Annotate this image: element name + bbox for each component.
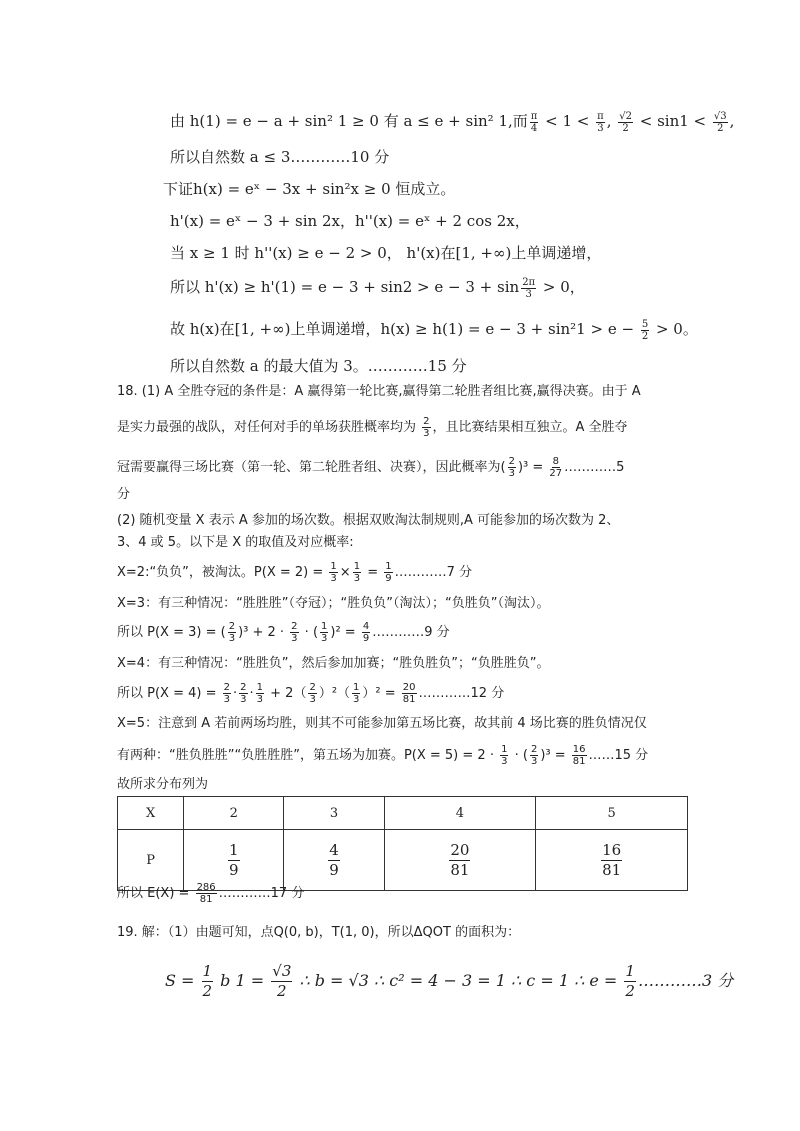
line-h-increasing: 故 h(x)在[1, +∞)上单调递增，h(x) ≥ h(1) = e − 3 + sin²1 > e − $\frac{5}{2}$ > 0。 bbox=[170, 318, 698, 342]
table-cell-x: 5 bbox=[536, 797, 688, 830]
line-a-le-3: 所以自然数 a ≤ 3…………10 分 bbox=[170, 148, 390, 166]
p18-line2: 是实力最强的战队，对任何对手的单场获胜概率均为 $\frac{2}{3}$ ，且比赛结果相互独立。A 全胜夺 bbox=[117, 416, 628, 439]
line-monotone-hprime: 当 x ≥ 1 时 h''(x) ≥ e − 2 > 0， h'(x)在[1, +∞)上单调递增， bbox=[170, 244, 602, 262]
table-header-p: P bbox=[118, 830, 184, 891]
line-h1: 由 h(1) = e − a + sin² 1 ≥ 0 有 a ≤ e + sin² 1,而 $\frac{\pi}{4}$ < 1 < $\frac{\pi}{3}$ , $\frac{√2}{2}$ < sin1 < $\frac{√3}{2}$ , bbox=[170, 110, 735, 134]
distribution-table bbox=[117, 796, 688, 891]
table-row-x bbox=[118, 797, 688, 830]
table-cell-x: 4 bbox=[384, 797, 536, 830]
table-cell-p: $\frac{1}{9}$ bbox=[184, 830, 284, 891]
p18-table-intro: 故所求分布列为 bbox=[117, 777, 209, 792]
p18-line4: 分 bbox=[117, 487, 131, 502]
p19-line2: S = $\frac{1}{2}$ b 1 = $\frac{√3}{2}$ ∴ b = √3 ∴ c² = 4 − 3 = 1 ∴ c = 1 ∴ e = $\frac{1}{2}$ …………3 分 bbox=[165, 962, 734, 1000]
p18-x3: 所以 P(X = 3) = ( $\frac{2}{3}$ )³ + 2 · $\frac{2}{3}$ · ( $\frac{1}{3}$ )² = $\frac{4}{9}$ …………9 分 bbox=[117, 621, 450, 644]
table-cell-x: 2 bbox=[184, 797, 284, 830]
p18-x5-text: X=5：注意到 A 若前两场均胜，则其不可能参加第五场比赛，故其前 4 场比赛的胜负情况仅 bbox=[117, 716, 647, 731]
p18-part2-line1: (2) 随机变量 X 表示 A 参加的场次数。根据双败淘汰制规则,A 可能参加的场次数为 2、 bbox=[117, 513, 620, 528]
line-derivatives: h'(x) = eˣ − 3 + sin 2x，h''(x) = eˣ + 2 cos 2x， bbox=[170, 212, 530, 230]
p18-expectation: 所以 E(X) = $\frac{286}{81}$ …………17 分 bbox=[117, 882, 305, 905]
line-prove-h: 下证h(x) = eˣ − 3x + sin²x ≥ 0 恒成立。 bbox=[163, 180, 456, 198]
table-header-x: X bbox=[118, 797, 184, 830]
p18-x2: X=2:“负负”，被淘汰。P(X = 2) = $\frac{1}{3}$ × $\frac{1}{3}$ = $\frac{1}{9}$ …………7 分 bbox=[117, 561, 473, 584]
p18-line1: 18. (1) A 全胜夺冠的条件是：A 赢得第一轮比赛,赢得第二轮胜者组比赛,赢得决赛。由于 A bbox=[117, 384, 641, 399]
p18-part2-line2: 3、4 或 5。以下是 X 的取值及对应概率: bbox=[117, 535, 354, 550]
line-max-a: 所以自然数 a 的最大值为 3。…………15 分 bbox=[170, 357, 467, 375]
table-cell-p: $\frac{4}{9}$ bbox=[284, 830, 384, 891]
table-cell-x: 3 bbox=[284, 797, 384, 830]
p18-x5: 有两种：“胜负胜胜”“负胜胜胜”，第五场为加赛。P(X = 5) = 2 · $\frac{1}{3}$ · ( $\frac{2}{3}$ )³ = $\frac{16}{81}$ ……15 分 bbox=[117, 744, 649, 767]
table-cell-p: $\frac{20}{81}$ bbox=[384, 830, 536, 891]
p18-x4: 所以 P(X = 4) = $\frac{2}{3}$ · $\frac{2}{3}$ · $\frac{1}{3}$ + 2（ $\frac{2}{3}$ ）²（ $\frac{1}{3}$ ）² = $\frac{20}{81}$ …………12 分 bbox=[117, 682, 505, 705]
p18-x4-text: X=4：有三种情况：“胜胜负”，然后参加加赛；“胜负胜负”；“负胜胜负”。 bbox=[117, 656, 550, 671]
line-hprime-positive: 所以 h'(x) ≥ h'(1) = e − 3 + sin2 > e − 3 + sin $\frac{2\pi}{3}$ > 0， bbox=[170, 276, 585, 300]
p18-x3-text: X=3：有三种情况：“胜胜胜”（夺冠）；“胜负负”（淘汰）；“负胜负”（淘汰）。 bbox=[117, 596, 550, 611]
p18-line3: 冠需要赢得三场比赛（第一轮、第二轮胜者组、决赛），因此概率为( $\frac{2}{3}$ )³ = $\frac{8}{27}$ …………5 bbox=[117, 456, 625, 479]
table-cell-p: $\frac{16}{81}$ bbox=[536, 830, 688, 891]
p19-line1: 19. 解：（1）由题可知，点Q(0, b)，T(1, 0)，所以ΔQOT 的面积为： bbox=[117, 925, 521, 940]
